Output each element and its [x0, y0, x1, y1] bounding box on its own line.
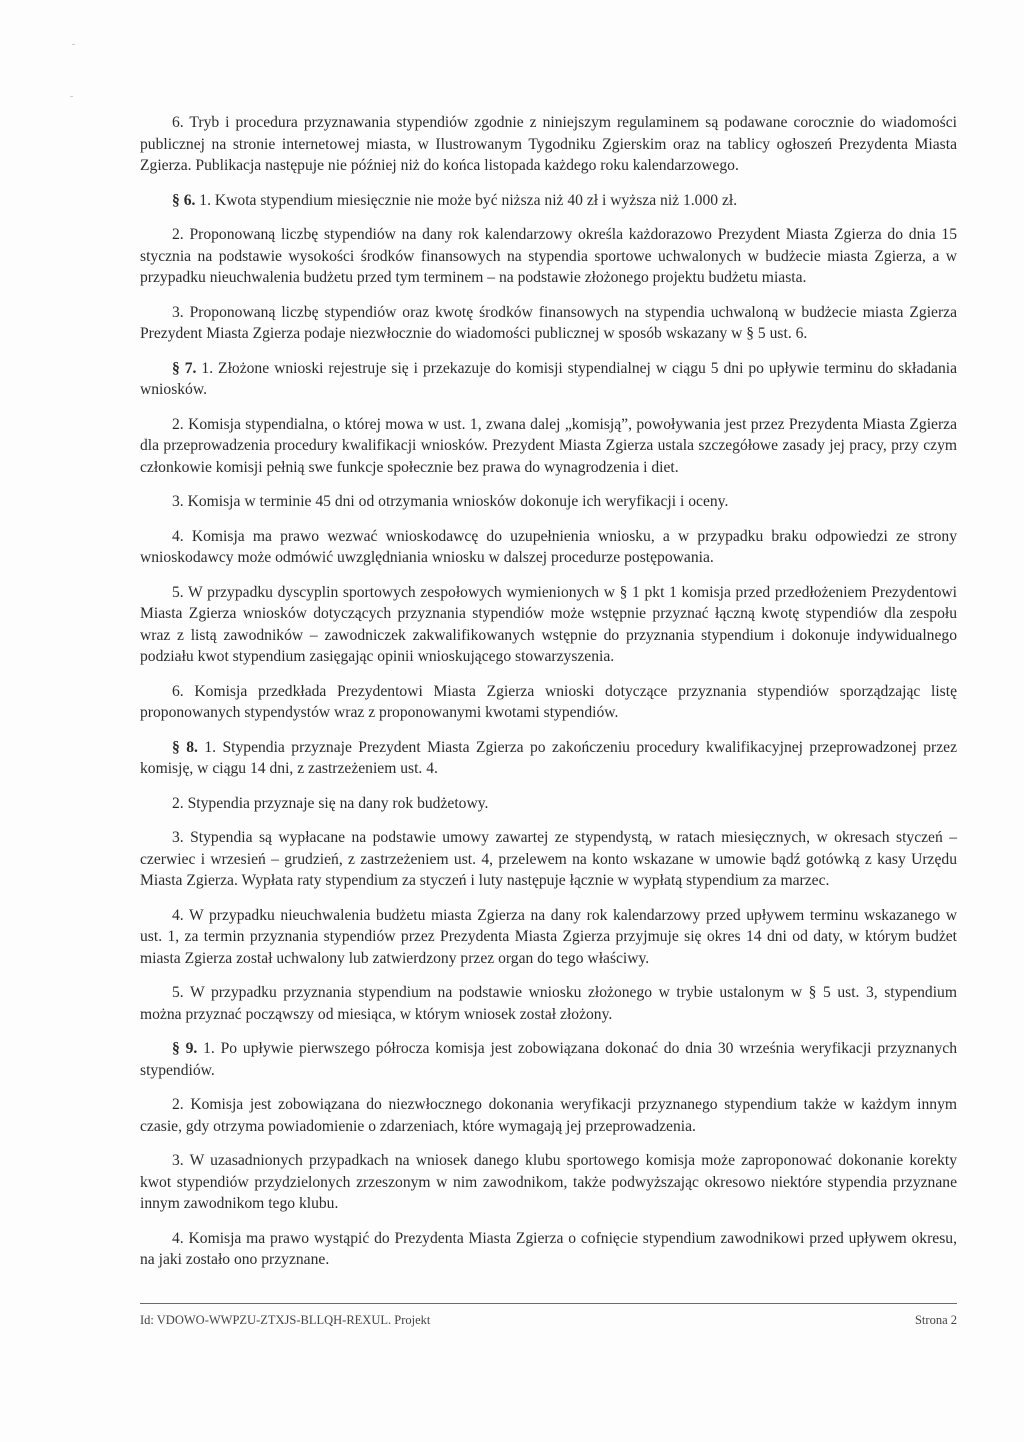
- paragraph: [140, 681, 957, 724]
- paragraph: [140, 358, 957, 401]
- paragraph-text: 1. Złożone wnioski rejestruje się i przekazuje do komisji stypendialnej w ciągu 5 dni po upływie terminu do składania wniosków.: [140, 359, 958, 398]
- paragraph: [140, 224, 957, 289]
- paragraph-text: 4. Komisja ma prawo wezwać wnioskodawcę do uzupełnienia wniosku, a w przypadku braku odpowiedzi ze strony wnioskodawcy może odmówić uwzględniania wniosku w dalszej procedurze postępowania.: [140, 527, 957, 566]
- paragraph-text: 3. W uzasadnionych przypadkach na wniosek danego klubu sportowego komisja może zaproponować dokonanie korekty kwot stypendiów przydzielonych zrzeszonym w nim zawodnikom, także podwyższając okresowo niektóre stypendia przyznane innym zawodnikom tego klubu.: [140, 1152, 957, 1212]
- paragraph-text: 2. Komisja jest zobowiązana do niezwłocznego dokonania weryfikacji przyznanego stypendium także w każdym innym czasie, gdy otrzyma powiadomienie o zdarzeniach, które wymagają jej przeprowadzenia.: [140, 1096, 957, 1135]
- paragraph: [140, 491, 957, 513]
- paragraph-text: 2. Proponowaną liczbę stypendiów na dany rok kalendarzowy określa każdorazowo Prezydent Miasta Zgierza do dnia 15 stycznia na podstawie wysokości środków finansowych na stypendia sportowe uchwalonych w budżecie miasta Zgierza, a w przypadku nieuchwalenia budżetu przed tym terminem – na podstawie złożonego projektu budżetu miasta.: [140, 226, 957, 286]
- paragraph-text: 3. Proponowaną liczbę stypendiów oraz kwotę środków finansowych na stypendia uchwaloną w budżecie miasta Zgierza Prezydent Miasta Zgierza podaje niezwłocznie do wiadomości publicznej w sposób wskazany w § 5 ust. 6.: [140, 303, 957, 342]
- paragraph: [140, 827, 957, 892]
- paragraph: [140, 526, 957, 569]
- section-mark: § 7.: [172, 359, 197, 377]
- scan-speck: [72, 44, 75, 45]
- paragraph: [140, 1150, 957, 1215]
- paragraph: [140, 1038, 957, 1081]
- paragraph-text: 3. Stypendia są wypłacane na podstawie umowy zawartej ze stypendystą, w ratach miesięcznych, w okresach styczeń – czerwiec i wrzesień – grudzień, z zastrzeżeniem ust. 4, przelewem na konto wskazane w umowie bądź gotówką z kasy Urzędu Miasta Zgierza. Wypłata raty stypendium za styczeń i luty następuje łącznie w wypłatą stypendium za marzec.: [140, 829, 957, 889]
- paragraph: [140, 582, 957, 668]
- paragraph: [140, 414, 957, 479]
- section-mark: § 9.: [172, 1040, 198, 1057]
- section-mark: § 6.: [172, 191, 196, 209]
- paragraph: [140, 1228, 957, 1271]
- paragraph-text: 5. W przypadku przyznania stypendium na podstawie wniosku złożonego w trybie ustalonym w § 5 ust. 3, stypendium można przyznać począwszy od miesiąca, w którym wniosek został złożony.: [140, 984, 957, 1023]
- paragraph-text: 6. Tryb i procedura przyznawania stypendiów zgodnie z niniejszym regulaminem są podawane corocznie do wiadomości publicznej na stronie internetowej miasta, w Ilustrowanym Tygodniku Zgierskim oraz na tablicy ogłoszeń Prezydenta Miasta Zgierza. Publikacja następuje nie później niż do końca listopada każdego roku kalendarzowego.: [140, 114, 957, 174]
- paragraph: [140, 905, 957, 970]
- paragraph: [140, 793, 957, 815]
- section-mark: § 8.: [172, 738, 198, 756]
- footer-divider: [140, 1303, 957, 1304]
- paragraph-text: 3. Komisja w terminie 45 dni od otrzymania wniosków dokonuje ich weryfikacji i oceny.: [172, 493, 729, 510]
- document-body: [140, 112, 957, 1284]
- page-footer: [140, 1313, 957, 1328]
- paragraph-text: 2. Stypendia przyznaje się na dany rok budżetowy.: [172, 794, 489, 812]
- paragraph-text: 4. W przypadku nieuchwalenia budżetu miasta Zgierza na dany rok kalendarzowy przed upływem terminu wskazanego w ust. 1, za termin przyznania stypendiów przez Prezydenta Miasta Zgierza przyjmuje się okres 14 dni od daty, w którym budżet miasta Zgierza został uchwalony lub zatwierdzony przez organ do tego właściwy.: [140, 906, 957, 967]
- paragraph-text: 2. Komisja stypendialna, o której mowa w ust. 1, zwana dalej „komisją”, powoływania jest przez Prezydenta Miasta Zgierza dla przeprowadzenia procedury kwalifikacji wniosków. Prezydent Miasta Zgierza ustala szczegółowe zasady jej pracy, przy czym członkowie komisji pełnią swe funkcje społecznie bez prawa do wynagrodzenia i diet.: [140, 415, 957, 476]
- paragraph: [140, 190, 957, 212]
- page-number: Strona 2: [914, 1313, 957, 1327]
- document-id: Id: VDOWO-WWPZU-ZTXJS-BLLQH-REXUL. Projekt: [140, 1313, 431, 1327]
- scan-speck: [70, 96, 73, 97]
- paragraph: [140, 112, 957, 177]
- paragraph: [140, 1094, 957, 1137]
- paragraph-text: 5. W przypadku dyscyplin sportowych zespołowych wymienionych w § 1 pkt 1 komisja przed przedłożeniem Prezydentowi Miasta Zgierza wniosków dotyczących przyznania stypendiów może wstępnie przyznać łączną kwotę stypendiów dla zespołu wraz z listą zawodników – zawodniczek zakwalifikowanych wstępnie do przyznania stypendium i dokonuje indywidualnego podziału kwot stypendium zasięgając opinii wnioskującego stowarzyszenia.: [140, 583, 957, 665]
- paragraph-text: 1. Stypendia przyznaje Prezydent Miasta Zgierza po zakończeniu procedury kwalifikacyjnej przeprowadzonej przez komisję, w ciągu 14 dni, z zastrzeżeniem ust. 4.: [140, 738, 957, 777]
- paragraph-text: 1. Po upływie pierwszego półrocza komisja jest zobowiązana dokonać do dnia 30 września weryfikacji przyznanych stypendiów.: [140, 1040, 957, 1079]
- paragraph: [140, 982, 957, 1025]
- paragraph-text: 6. Komisja przedkłada Prezydentowi Miasta Zgierza wnioski dotyczące przyznania stypendiów sporządzając listę proponowanych stypendystów wraz z proponowanymi kwotami stypendiów.: [140, 682, 957, 721]
- paragraph: [140, 302, 957, 345]
- paragraph-text: 1. Kwota stypendium miesięcznie nie może być niższa niż 40 zł i wyższa niż 1.000 zł.: [195, 191, 738, 209]
- paragraph-text: 4. Komisja ma prawo wystąpić do Prezydenta Miasta Zgierza o cofnięcie stypendium zawodnikowi przed upływem okresu, na jaki zostało ono przyznane.: [140, 1229, 957, 1268]
- paragraph: [140, 737, 957, 780]
